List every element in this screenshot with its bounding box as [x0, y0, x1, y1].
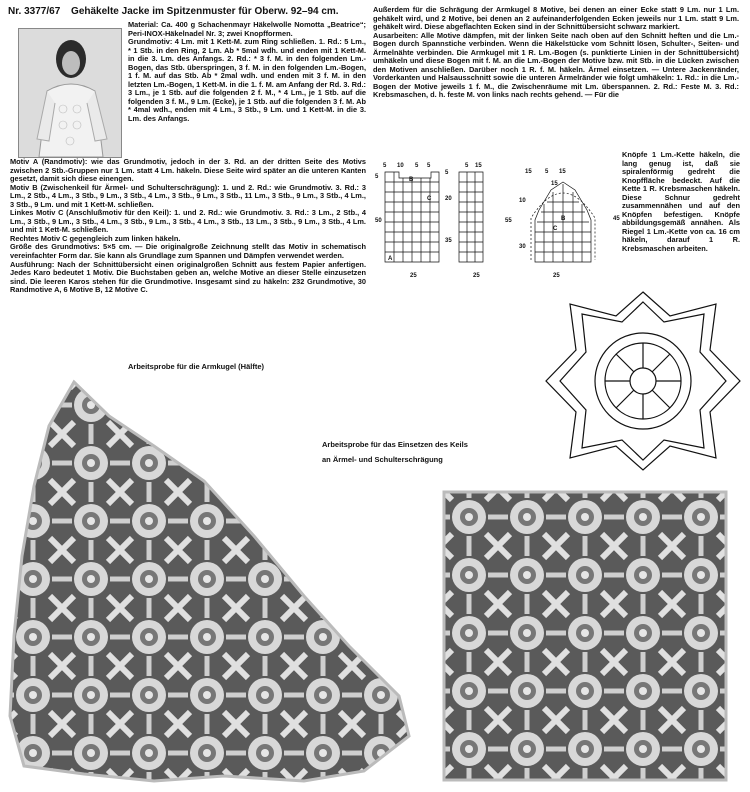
- dim-label: 10: [519, 198, 526, 204]
- left-column-lower-text: [10, 158, 366, 295]
- left-column-text: [128, 21, 366, 124]
- dim-label: 25: [473, 273, 480, 279]
- dim-label: 20: [445, 196, 452, 202]
- rechtes-motiv-paragraph: Rechtes Motiv C gegengleich zum linken häkeln.: [10, 233, 181, 243]
- dim-label: 30: [519, 244, 526, 250]
- pattern-title: Gehäkelte Jacke im Spitzenmuster für Oberw. 92–94 cm.: [71, 6, 339, 17]
- material-paragraph: Material: Ca. 400 g Schachenmayr Häkelwolle Nomotta „Beatrice“; Peri-INOX-Häkelnadel Nr. 3; zwei Knopfformen.: [128, 20, 366, 38]
- dim-label: 5: [445, 170, 449, 176]
- dim-label: 25: [553, 273, 560, 279]
- grundmotiv-paragraph: Grundmotiv: 4 Lm. mit 1 Kett-M. zum Ring schließen. 1. Rd.: 5 Lm., * 1 Stb. in den Ring, 2 Lm. Ab * 5mal wdh. und enden mit 1 Kett-M. in die 3. Lm. des Anfangs. 2. Rd.: * 3 f. M. in den folgenden Lm.-Bogen, das Stb. überspringen, 3 f. M. in den folgenden Lm.-Bogen, 1 f. M. auf das Stb. Ab * 2mal wdh. und enden mit 3 f. M. in den letzten Lm.-Bogen, 1 Kett-M. in die 1. f. M. am Anfang der Rd. 3. Rd.: 3 Lm., je 1 Stb. auf die folgenden 2 f. M., * 4 Lm., je 1 Stb. auf die folgenden 3 f. M., 9 Lm. (Ecke), je 1 Stb. auf die folgenden 3 f. M. Ab * 4mal wdh., enden mit 4 Lm., 3 Stb., 9 Lm. und 1 Kett-M. in die 3. Lm. des Anfangs.: [128, 37, 366, 124]
- page-title: [8, 6, 339, 17]
- dim-label: 50: [375, 218, 382, 224]
- motiv-letter: B: [409, 177, 414, 183]
- dim-label: 45: [613, 216, 620, 222]
- schraegung-paragraph: Außerdem für die Schrägung der Armkugel 8 Motive, bei denen an einer Ecke statt 9 Lm. nur 1 Lm. gehäkelt wird, und 2 Motive, bei denen an 2 aufeinanderfolgenden Ecken jeweils nur 1 Lm. statt 9 Lm. gehäkelt wird. Diese abgeflachten Ecken sind in der Schnittübersicht schwarz markiert.: [373, 5, 739, 32]
- keil-caption-line1: Arbeitsprobe für das Einsetzen des Keils: [322, 440, 468, 449]
- dim-label: 35: [445, 238, 452, 244]
- armkugel-lace-sample: [4, 376, 414, 788]
- dim-label: 5: [465, 163, 469, 169]
- dim-label: 15: [475, 163, 482, 169]
- back-piece: [385, 172, 439, 262]
- groesse-paragraph: Größe des Grundmotivs: 5×5 cm. — Die originalgroße Zeichnung stellt das Motiv in schematisch vereinfachter Form dar. Sie kann als Grundlage zum Spannen und Dämpfen verwendet werden.: [10, 242, 366, 261]
- dim-label: 15: [551, 181, 558, 187]
- keil-lace-sample: [440, 488, 730, 784]
- motiv-a-paragraph: Motiv A (Randmotiv): wie das Grundmotiv, jedoch in der 3. Rd. an der dritten Seite des Motivs zwischen 2 Stb.-Gruppen nur 1 Lm. statt 4 Lm. häkeln. Diese Seite wird später an die unteren Kanten gesetzt, damit sich diese einengen.: [10, 157, 366, 184]
- model-photo: [18, 28, 122, 158]
- motiv-letter: C: [553, 226, 558, 232]
- motiv-letter: B: [561, 216, 566, 222]
- pattern-number: Nr. 3377/67: [8, 6, 61, 17]
- knoepfe-text: [622, 151, 740, 254]
- dim-label: 10: [397, 163, 404, 169]
- grundmotiv-drawing: [540, 286, 746, 476]
- ausarbeiten-paragraph: Ausarbeiten: Alle Motive dämpfen, mit der linken Seite nach oben auf den Schnitt heften und die Lm.-Bogen durch Spannstiche verbinden. Wenn die Häkelstücke vom Schnitt lösen, Schulter-, Seiten- und Ärmelnähte verbinden. Die Armkugel mit 1 R. Lm.-Bogen (s. punktierte Linien in der Schnittübersicht) umhäkeln und diese Bogen mit f. M. an die Lm.-Bogen der Motive bzw. mit Stb. in die Lücken zwischen den Motiven anschließen. Darüber noch 1 R. f. M. häkeln. Ärmel einsetzen. — Untere Jackenränder, Vorderkanten und Halsausschnitt sowie die unteren Ärmelränder wie folgt umhäkeln: 1. Rd.: in die Lm.-Bogen der Motive jeweils 1 f. M., die Zwischenräume mit Lm. überspannen. 2. Rd.: Feste M. 3. Rd.: Krebsmaschen, d. h. feste M. von links nach rechts gehend. — Für die: [373, 30, 739, 100]
- keil-caption-line2: an Ärmel- und Schulterschrägung: [322, 455, 443, 464]
- dim-label: 15: [525, 169, 532, 175]
- schnittuebersicht-diagram: [375, 160, 620, 282]
- dim-label: 15: [559, 169, 566, 175]
- motiv-letter: C: [427, 196, 432, 202]
- dim-label: 5: [375, 174, 379, 180]
- dim-label: 25: [410, 273, 417, 279]
- armkugel-caption: Arbeitsprobe für die Armkugel (Hälfte): [128, 362, 264, 371]
- motiv-c-paragraph: Linkes Motiv C (Anschlußmotiv für den Keil): 1. und 2. Rd.: wie Grundmotiv. 3. Rd.: 3 Lm., 2 Stb., 4 Lm., 3 Stb., 9 Lm., 3 Stb., 4 Lm., 3 Stb., 9 Lm., 3 Stb., 4 Lm., 3 Stb., 13 Lm., 3 Stb., 9 Lm., 3 Stb., 4 Lm. und mit 1 Kett-M. schließen.: [10, 208, 366, 235]
- dim-label: 5: [545, 169, 549, 175]
- dim-label: 5: [427, 163, 431, 169]
- sleeve-piece: [531, 182, 595, 262]
- dim-label: 5: [383, 163, 387, 169]
- dim-label: 5: [415, 163, 419, 169]
- motiv-b-paragraph: Motiv B (Zwischenkeil für Ärmel- und Schulterschrägung): 1. und 2. Rd.: wie Grundmotiv. 3. Rd.: 3 Lm., 2 Stb., 4 Lm., 3 Stb., 9 Lm., 3 Stb., 4 Lm., 3 Stb., 9 Lm., 3 Stb., 11 Lm., 3 Stb., 9 Lm., 3 Stb., 4 Lm., 3 Stb., 9 Lm. und mit 1 Kett-M. schließen.: [10, 182, 366, 209]
- ausfuehrung-paragraph: Ausführung: Nach der Schnittübersicht einen originalgroßen Schnitt aus festem Papier anfertigen. Jedes Karo bedeutet 1 Motiv. Die Buchstaben geben an, welche Motive an dieser Stelle einzusetzen sind. Die leeren Karos stehen für die Grundmotive. Insgesamt sind zu häkeln: 232 Grundmotive, 30 Randmotive A, 6 Motive B, 12 Motive C.: [10, 259, 366, 295]
- motiv-letter: A: [388, 256, 393, 262]
- dim-label: 55: [505, 218, 512, 224]
- right-column-text: [373, 6, 739, 100]
- front-piece: [459, 172, 483, 262]
- knoepfe-paragraph: Knöpfe 1 Lm.-Kette häkeln, die lang genug ist, daß sie spiralenförmig gedreht die Knopffläche bedeckt. Auf die Kette 1 R. Krebsmaschen häkeln. Diese Schnur gedreht zusammennähen und auf den Knöpfen befestigen. Knöpfe abbildungsgemäß annähen. Als Riegel 1 Lm.-Kette von ca. 16 cm häkeln, darauf 1 R. Krebsmaschen arbeiten.: [622, 150, 740, 254]
